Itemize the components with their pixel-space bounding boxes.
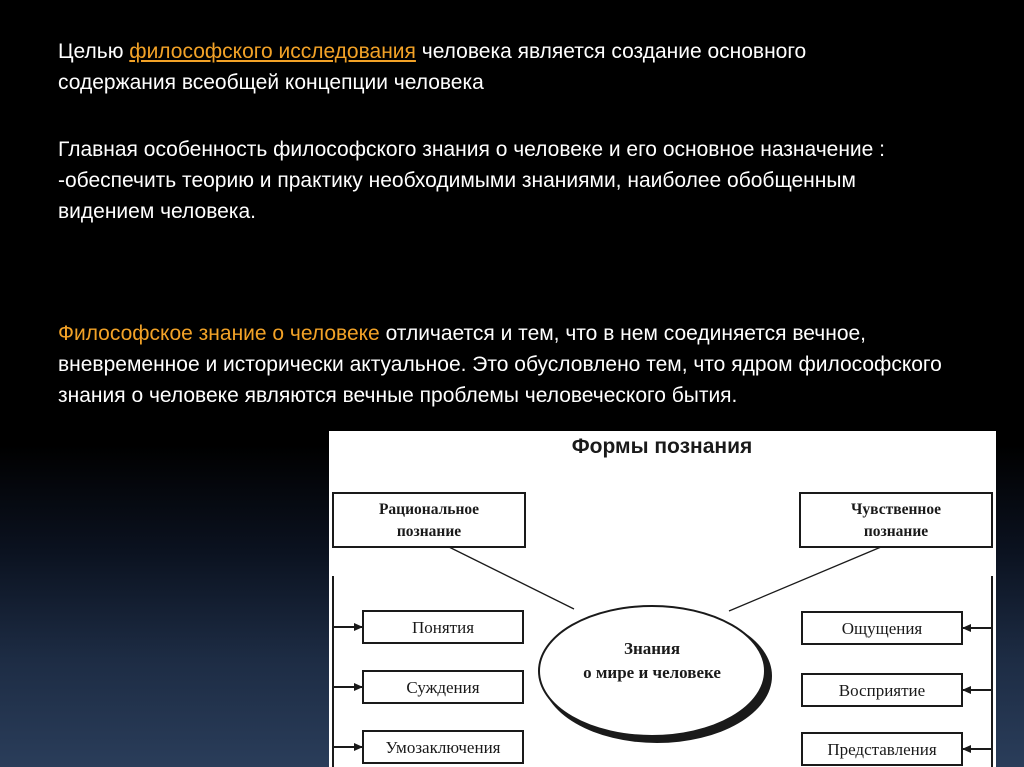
p2-line2: -обеспечить теорию и практику необходимыми знаниями, наиболее обобщенным видением человека. [58,169,856,223]
judgments-label: Суждения [406,678,480,697]
paragraph-philosophical-knowledge [58,318,988,411]
sensory-label-line1: Чувственное [851,501,941,518]
p3-after: отличается и тем, что в нем соединяется вечное, вневременное и исторически актуальное. Это обусловлено тем, что ядром философского знания о человеке являются вечные проблемы человеческого бытия. [58,322,942,407]
forms-of-cognition-diagram [329,431,996,767]
philosophical-research-link[interactable]: философского исследования [129,40,416,63]
rational-label-line1: Рациональное [378,501,480,518]
p3-highlight: Философское знание о человеке [58,322,380,345]
diagram-title: Формы познания [571,435,753,458]
representations-label: Представления [827,740,937,759]
rational-to-center-line [449,547,574,609]
center-label-line2: о мире и человеке [583,663,721,682]
center-label-line1: Знания [623,639,681,658]
inferences-label: Умозаключения [385,738,501,757]
rational-label-line2: познание [396,523,462,540]
p1-after: человека является создание основного содержания всеобщей концепции человека [58,40,807,94]
sensory-label-line2: познание [863,523,929,540]
paragraph-main-feature [58,134,938,227]
sensations-label: Ощущения [841,619,923,638]
p2-line1: Главная особенность философского знания о человеке и его основное назначение : [58,138,885,161]
perception-label: Восприятие [838,681,926,700]
concepts-label: Понятия [411,618,475,637]
p1-before: Целью [58,40,130,63]
sensory-to-center-line [729,547,881,611]
paragraph-goal [58,36,918,98]
